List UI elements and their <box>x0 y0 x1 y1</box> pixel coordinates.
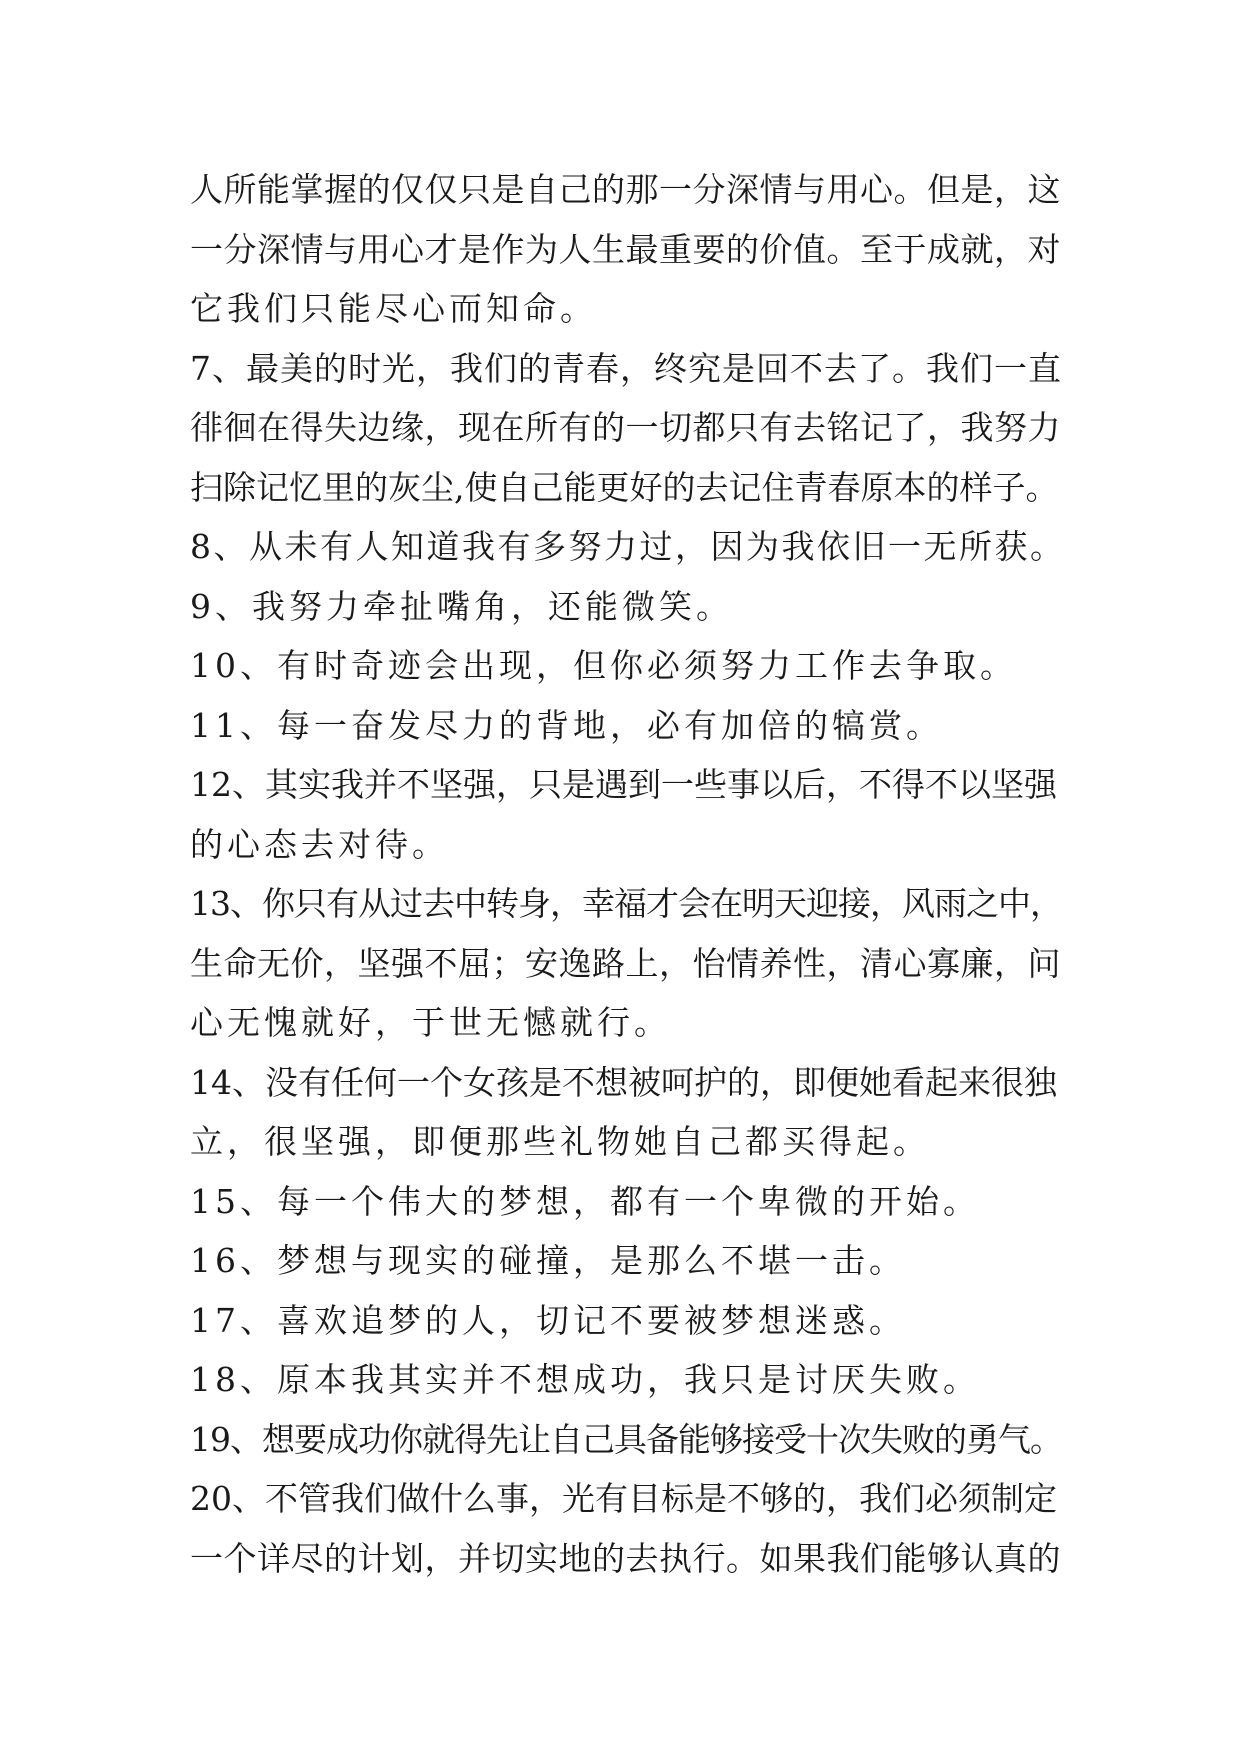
text-line: 20、不管我们做什么事，光有目标是不够的，我们必须制定 <box>190 1479 1057 1518</box>
text-line: 立，很坚强，即便那些礼物她自己都买得起。 <box>190 1122 930 1161</box>
text-line: 心无愧就好，于世无憾就行。 <box>190 1003 671 1042</box>
text-line: 15、每一个伟大的梦想，都有一个卑微的开始。 <box>190 1181 980 1221</box>
text-line: 12、其实我并不坚强，只是遇到一些事以后，不得不以坚强 <box>190 765 1057 804</box>
text-line: 13、你只有从过去中转身，幸福才会在明天迎接，风雨之中， <box>190 884 1062 923</box>
text-line: 14、没有任何一个女孩是不想被呵护的，即便她看起来很独 <box>190 1062 1057 1102</box>
text-line: 生命无价，坚强不屈；安逸路上，怡情养性，清心寡廉，问 <box>190 943 1061 983</box>
text-line: 人所能掌握的仅仅只是自己的那一分深情与用心。但是，这 <box>190 170 1061 209</box>
body-text <box>190 160 1070 1588</box>
text-line: 徘徊在得失边缘，现在所有的一切都只有去铭记了，我努力 <box>190 408 1061 447</box>
text-line: 18、原本我其实并不想成功，我只是讨厌失败。 <box>190 1360 980 1399</box>
text-line: 一个详尽的计划，并切实地的去执行。如果我们能够认真的 <box>190 1538 1061 1578</box>
text-line: 17、喜欢追梦的人，切记不要被梦想迷惑。 <box>190 1300 906 1340</box>
text-line: 一分深情与用心才是作为人生最重要的价值。至于成就，对 <box>190 229 1061 269</box>
text-line: 扫除记忆里的灰尘,使自己能更好的去记住青春原本的样子。 <box>190 467 1059 507</box>
text-line: 19、想要成功你就得先让自己具备能够接受十次失败的勇气。 <box>190 1419 1062 1459</box>
text-line: 16、梦想与现实的碰撞，是那么不堪一击。 <box>190 1241 906 1280</box>
text-line: 它我们只能尽心而知命。 <box>190 289 597 328</box>
text-line: 8、从未有人知道我有多努力过，因为我依旧一无所获。 <box>190 527 1066 566</box>
text-line: 7、最美的时光，我们的青春，终究是回不去了。我们一直 <box>190 348 1062 388</box>
text-line: 9、我努力牵扯嘴角，还能微笑。 <box>190 586 733 626</box>
text-line: 的心态去对待。 <box>190 824 449 864</box>
text-line: 10、有时奇迹会出现，但你必须努力工作去争取。 <box>190 646 1017 685</box>
text-line: 11、每一奋发尽力的背地，必有加倍的犒赏。 <box>190 705 943 745</box>
